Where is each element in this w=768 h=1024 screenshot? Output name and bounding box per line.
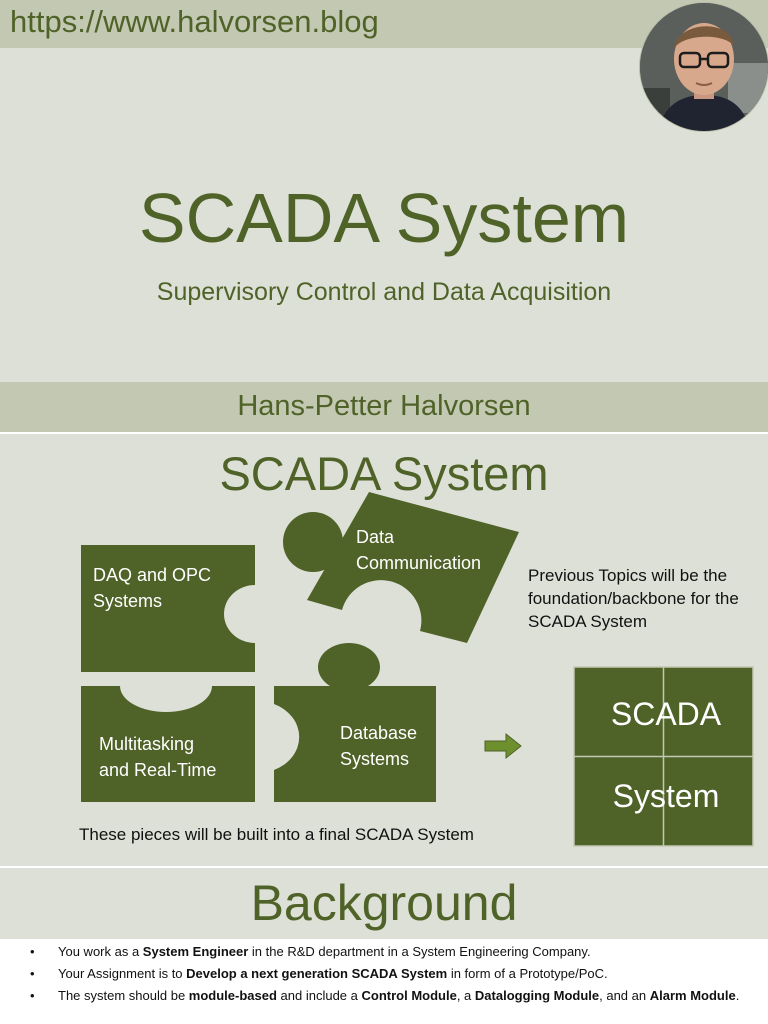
bullet-text-run: Your Assignment is to: [58, 966, 187, 981]
bullet-text-run: System Engineer: [142, 944, 249, 959]
bullet-dot: •: [30, 966, 35, 981]
piece-label-daq: DAQ and OPC Systems: [93, 565, 212, 611]
author-photo: [639, 2, 768, 132]
bullet-item: [30, 943, 760, 961]
bullet-text-run: and include a: [276, 988, 362, 1003]
bullet-text-run: in form of a Prototype/PoC.: [447, 966, 608, 981]
bullet-text-run: , a: [456, 988, 475, 1003]
slide-subtitle: Supervisory Control and Data Acquisition: [156, 278, 612, 306]
bullet-text-run: , and an: [599, 988, 650, 1003]
bullet-text-run: You work as a: [58, 944, 143, 959]
slide-title: SCADA System: [219, 447, 549, 500]
bullet-text-run: Control Module: [361, 988, 457, 1003]
bottom-note: These pieces will be built into a final SCADA System: [79, 825, 474, 844]
bullet-dot: •: [30, 944, 35, 959]
arrow-icon: [485, 734, 521, 758]
side-note: Previous Topics will be the foundation/backbone for the SCADA System: [528, 566, 739, 631]
scada-result-top: SCADA: [610, 696, 722, 732]
scada-result-bottom: System: [612, 778, 720, 814]
bullet-list: [30, 943, 760, 1009]
slide-title: SCADA System: [138, 179, 630, 257]
piece-label-multitasking: Multitasking and Real-Time: [99, 734, 217, 780]
bullet-dot: •: [30, 988, 35, 1003]
bullet-text-run: module-based: [188, 988, 277, 1003]
bullet-item: [30, 987, 760, 1005]
bullet-text-run: The system should be: [58, 988, 189, 1003]
blog-url[interactable]: https://www.halvorsen.blog: [10, 4, 379, 39]
bullet-text-run: Datalogging Module: [474, 988, 600, 1003]
slide-title: Background: [250, 875, 518, 931]
scada-result-box: [574, 667, 753, 846]
bullet-text-run: in the R&D department in a System Engineering Company.: [248, 944, 591, 959]
author-name: Hans-Petter Halvorsen: [237, 390, 531, 422]
bullet-item: [30, 965, 760, 983]
bullet-text-run: Alarm Module: [649, 988, 736, 1003]
bullet-text-run: .: [735, 988, 740, 1003]
bullet-text-run: Develop a next generation SCADA System: [186, 966, 448, 981]
piece-label-database: Database Systems: [340, 723, 418, 769]
piece-label-communication: Data Communication: [356, 527, 482, 573]
